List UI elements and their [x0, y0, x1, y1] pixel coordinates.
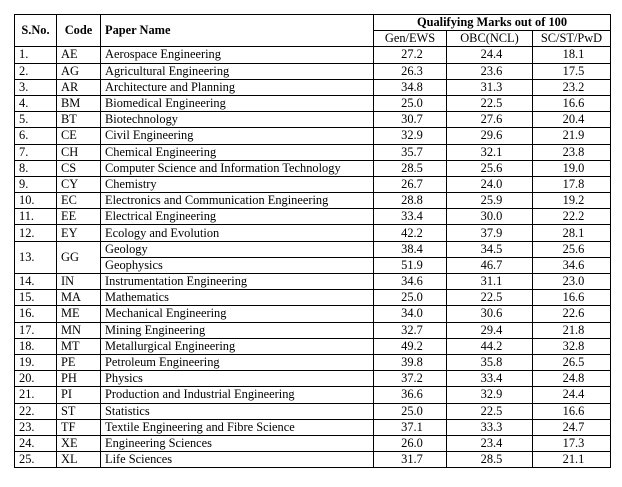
cell-paper: Chemistry — [101, 176, 374, 192]
cell-sno: 8. — [15, 160, 57, 176]
cell-sno: 6. — [15, 128, 57, 144]
cell-obc: 33.4 — [447, 371, 533, 387]
cell-sno: 19. — [15, 354, 57, 370]
cell-sno: 1. — [15, 47, 57, 63]
cell-gen: 32.9 — [374, 128, 447, 144]
cell-sc: 22.2 — [533, 209, 611, 225]
cell-gen: 35.7 — [374, 144, 447, 160]
cell-code: MT — [57, 338, 101, 354]
table-row-geophysics — [15, 257, 611, 273]
cell-sc: 21.9 — [533, 128, 611, 144]
cell-paper: Mining Engineering — [101, 322, 374, 338]
cell-code: TF — [57, 419, 101, 435]
table-row — [15, 452, 611, 468]
cell-sc: 23.0 — [533, 274, 611, 290]
cell-code: CH — [57, 144, 101, 160]
cell-obc: 29.6 — [447, 128, 533, 144]
cell-sc: 16.6 — [533, 290, 611, 306]
cell-paper: Engineering Sciences — [101, 435, 374, 451]
table-row — [15, 354, 611, 370]
cell-gen: 26.0 — [374, 435, 447, 451]
cell-obc: 29.4 — [447, 322, 533, 338]
table-row — [15, 306, 611, 322]
table-row — [15, 95, 611, 111]
cell-gen: 28.5 — [374, 160, 447, 176]
cell-obc: 32.1 — [447, 144, 533, 160]
cell-code: XE — [57, 435, 101, 451]
cell-paper: Physics — [101, 371, 374, 387]
table-row — [15, 47, 611, 63]
cell-paper: Life Sciences — [101, 452, 374, 468]
table-row — [15, 176, 611, 192]
qualifying-marks-document — [14, 14, 610, 468]
cell-obc: 22.5 — [447, 290, 533, 306]
cell-code: CY — [57, 176, 101, 192]
table-row — [15, 160, 611, 176]
cell-sc: 23.2 — [533, 79, 611, 95]
cell-sc: 24.4 — [533, 387, 611, 403]
cell-obc: 37.9 — [447, 225, 533, 241]
cell-paper: Chemical Engineering — [101, 144, 374, 160]
cell-sc: 21.8 — [533, 322, 611, 338]
cell-code: EY — [57, 225, 101, 241]
cell-sno: 5. — [15, 112, 57, 128]
cell-gen: 34.6 — [374, 274, 447, 290]
cell-sc: 24.8 — [533, 371, 611, 387]
cell-sc: 23.8 — [533, 144, 611, 160]
cell-obc: 24.0 — [447, 176, 533, 192]
cell-code: BM — [57, 95, 101, 111]
table-row — [15, 387, 611, 403]
cell-sno: 2. — [15, 63, 57, 79]
table-row — [15, 128, 611, 144]
cell-paper: Electrical Engineering — [101, 209, 374, 225]
cell-gen: 38.4 — [374, 241, 447, 257]
cell-sc: 32.8 — [533, 338, 611, 354]
cell-paper: Instrumentation Engineering — [101, 274, 374, 290]
cell-obc: 28.5 — [447, 452, 533, 468]
cell-paper: Geophysics — [101, 257, 374, 273]
cell-paper: Geology — [101, 241, 374, 257]
header-paper-name: Paper Name — [101, 15, 374, 47]
cell-sno: 21. — [15, 387, 57, 403]
cell-paper: Production and Industrial Engineering — [101, 387, 374, 403]
cell-paper: Architecture and Planning — [101, 79, 374, 95]
table-row — [15, 225, 611, 241]
cell-code: PH — [57, 371, 101, 387]
cell-sno: 11. — [15, 209, 57, 225]
qualifying-marks-table — [14, 14, 611, 468]
cell-paper: Electronics and Communication Engineering — [101, 193, 374, 209]
cell-sc: 22.6 — [533, 306, 611, 322]
cell-code: PI — [57, 387, 101, 403]
cell-obc: 23.4 — [447, 435, 533, 451]
cell-sc: 26.5 — [533, 354, 611, 370]
cell-gen: 33.4 — [374, 209, 447, 225]
table-body — [15, 47, 611, 468]
table-row-geology — [15, 241, 611, 257]
cell-obc: 23.6 — [447, 63, 533, 79]
cell-sc: 16.6 — [533, 403, 611, 419]
cell-code: PE — [57, 354, 101, 370]
cell-code: MA — [57, 290, 101, 306]
cell-code: IN — [57, 274, 101, 290]
table-row — [15, 371, 611, 387]
cell-sno: 15. — [15, 290, 57, 306]
cell-paper: Biotechnology — [101, 112, 374, 128]
cell-paper: Petroleum Engineering — [101, 354, 374, 370]
table-row — [15, 79, 611, 95]
cell-gen: 25.0 — [374, 403, 447, 419]
cell-sno: 17. — [15, 322, 57, 338]
cell-gen: 27.2 — [374, 47, 447, 63]
cell-code: CE — [57, 128, 101, 144]
cell-gen: 25.0 — [374, 290, 447, 306]
cell-sc: 21.1 — [533, 452, 611, 468]
cell-gen: 28.8 — [374, 193, 447, 209]
header-code: Code — [57, 15, 101, 47]
table-row — [15, 112, 611, 128]
cell-obc: 44.2 — [447, 338, 533, 354]
cell-gen: 51.9 — [374, 257, 447, 273]
cell-gen: 26.3 — [374, 63, 447, 79]
header-row — [15, 15, 611, 31]
cell-gen: 37.1 — [374, 419, 447, 435]
header-obc-ncl: OBC(NCL) — [447, 31, 533, 47]
cell-gen: 30.7 — [374, 112, 447, 128]
cell-code: AG — [57, 63, 101, 79]
cell-paper: Statistics — [101, 403, 374, 419]
cell-code: XL — [57, 452, 101, 468]
cell-paper: Aerospace Engineering — [101, 47, 374, 63]
cell-code: CS — [57, 160, 101, 176]
cell-sc: 17.8 — [533, 176, 611, 192]
cell-obc: 30.6 — [447, 306, 533, 322]
cell-sno: 9. — [15, 176, 57, 192]
cell-paper: Civil Engineering — [101, 128, 374, 144]
cell-sno: 4. — [15, 95, 57, 111]
cell-sno: 22. — [15, 403, 57, 419]
cell-obc: 32.9 — [447, 387, 533, 403]
cell-paper: Ecology and Evolution — [101, 225, 374, 241]
cell-obc: 30.0 — [447, 209, 533, 225]
cell-obc: 31.1 — [447, 274, 533, 290]
cell-obc: 25.6 — [447, 160, 533, 176]
cell-sno: 20. — [15, 371, 57, 387]
cell-gen: 37.2 — [374, 371, 447, 387]
cell-obc: 22.5 — [447, 403, 533, 419]
cell-obc: 24.4 — [447, 47, 533, 63]
cell-sno: 13. — [15, 241, 57, 273]
cell-code: GG — [57, 241, 101, 273]
table-row — [15, 193, 611, 209]
cell-sc: 28.1 — [533, 225, 611, 241]
cell-sno: 3. — [15, 79, 57, 95]
cell-sc: 25.6 — [533, 241, 611, 257]
table-row — [15, 322, 611, 338]
header-sc-st-pwd: SC/ST/PwD — [533, 31, 611, 47]
cell-paper: Agricultural Engineering — [101, 63, 374, 79]
cell-paper: Mathematics — [101, 290, 374, 306]
cell-code: EE — [57, 209, 101, 225]
cell-gen: 39.8 — [374, 354, 447, 370]
cell-gen: 32.7 — [374, 322, 447, 338]
cell-code: AE — [57, 47, 101, 63]
cell-gen: 49.2 — [374, 338, 447, 354]
cell-gen: 36.6 — [374, 387, 447, 403]
cell-sc: 19.0 — [533, 160, 611, 176]
table-row — [15, 274, 611, 290]
cell-paper: Mechanical Engineering — [101, 306, 374, 322]
cell-code: MN — [57, 322, 101, 338]
cell-sno: 14. — [15, 274, 57, 290]
cell-sno: 12. — [15, 225, 57, 241]
cell-code: EC — [57, 193, 101, 209]
cell-sno: 23. — [15, 419, 57, 435]
header-sno: S.No. — [15, 15, 57, 47]
cell-sno: 7. — [15, 144, 57, 160]
cell-sc: 17.3 — [533, 435, 611, 451]
cell-sc: 19.2 — [533, 193, 611, 209]
cell-gen: 31.7 — [374, 452, 447, 468]
cell-sno: 10. — [15, 193, 57, 209]
cell-paper: Textile Engineering and Fibre Science — [101, 419, 374, 435]
table-row — [15, 290, 611, 306]
table-row — [15, 403, 611, 419]
table-row — [15, 63, 611, 79]
table-row — [15, 419, 611, 435]
cell-paper: Biomedical Engineering — [101, 95, 374, 111]
cell-sno: 16. — [15, 306, 57, 322]
cell-gen: 34.0 — [374, 306, 447, 322]
table-row — [15, 209, 611, 225]
cell-sc: 20.4 — [533, 112, 611, 128]
cell-sc: 24.7 — [533, 419, 611, 435]
header-gen-ews: Gen/EWS — [374, 31, 447, 47]
cell-sno: 24. — [15, 435, 57, 451]
cell-obc: 35.8 — [447, 354, 533, 370]
cell-gen: 25.0 — [374, 95, 447, 111]
table-row — [15, 338, 611, 354]
table-row — [15, 435, 611, 451]
cell-code: AR — [57, 79, 101, 95]
cell-sc: 16.6 — [533, 95, 611, 111]
cell-sno: 18. — [15, 338, 57, 354]
cell-obc: 25.9 — [447, 193, 533, 209]
cell-code: ME — [57, 306, 101, 322]
cell-obc: 34.5 — [447, 241, 533, 257]
cell-obc: 22.5 — [447, 95, 533, 111]
table-row — [15, 144, 611, 160]
cell-sc: 18.1 — [533, 47, 611, 63]
cell-code: ST — [57, 403, 101, 419]
cell-obc: 27.6 — [447, 112, 533, 128]
cell-obc: 33.3 — [447, 419, 533, 435]
header-qualifying-marks: Qualifying Marks out of 100 — [374, 15, 611, 31]
cell-code: BT — [57, 112, 101, 128]
cell-obc: 31.3 — [447, 79, 533, 95]
cell-paper: Computer Science and Information Technology — [101, 160, 374, 176]
cell-obc: 46.7 — [447, 257, 533, 273]
cell-sc: 17.5 — [533, 63, 611, 79]
cell-sc: 34.6 — [533, 257, 611, 273]
cell-gen: 26.7 — [374, 176, 447, 192]
cell-sno: 25. — [15, 452, 57, 468]
cell-gen: 42.2 — [374, 225, 447, 241]
cell-paper: Metallurgical Engineering — [101, 338, 374, 354]
cell-gen: 34.8 — [374, 79, 447, 95]
